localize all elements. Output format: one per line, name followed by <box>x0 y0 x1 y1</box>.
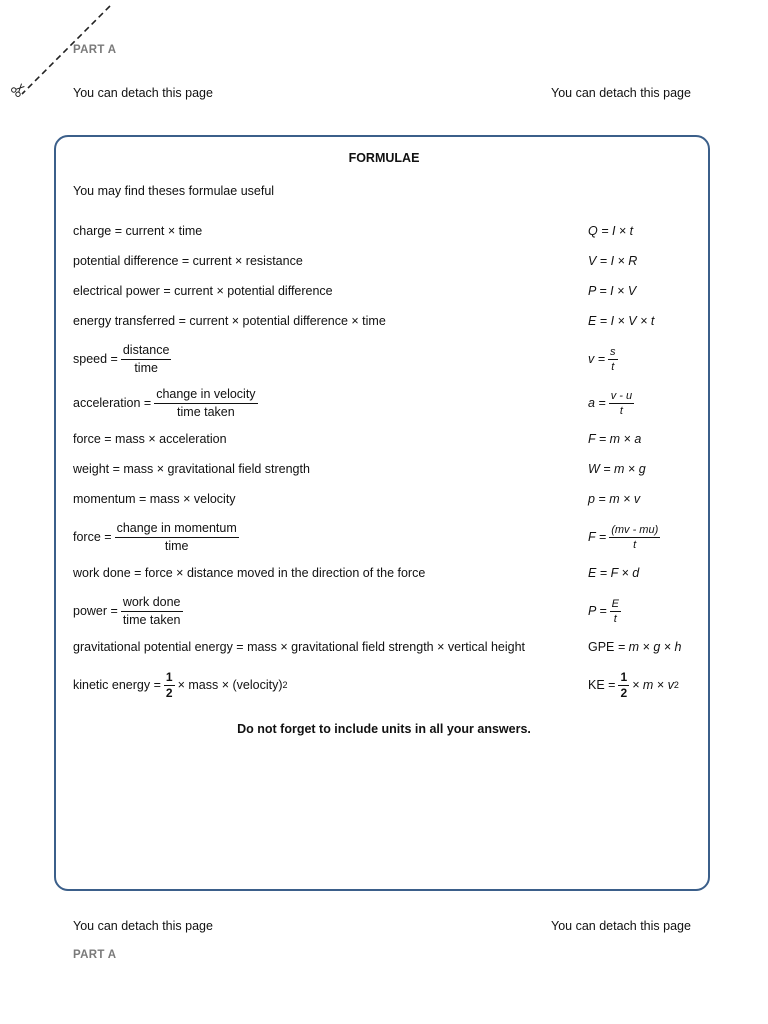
formula-symbols: W = m × g <box>588 462 646 476</box>
formula-symbols <box>588 666 679 704</box>
formula-symbols <box>588 518 663 556</box>
symbol-prefix: a = <box>588 396 606 410</box>
formula-symbols: E = F × d <box>588 566 640 580</box>
part-label-top: PART A <box>73 44 117 56</box>
formula-symbols: F = m × a <box>588 432 642 446</box>
formula-words: work done = force × distance moved in the direction of the force <box>73 566 426 580</box>
formula-words: gravitational potential energy = mass × gravitational field strength × vertical height <box>73 640 525 654</box>
fraction-numerator: 1 <box>165 669 173 684</box>
scissors-icon <box>11 81 27 97</box>
formula-symbols <box>588 632 681 662</box>
fraction-denominator: time taken <box>122 612 181 627</box>
formula-prefix: power = <box>73 604 118 618</box>
formula-words <box>73 666 288 704</box>
formula-symbols: p = m × v <box>588 492 641 506</box>
detach-note-bottom-left: You can detach this page <box>73 919 213 933</box>
detach-note-top-left: You can detach this page <box>73 86 213 100</box>
formula-row-force <box>73 424 693 454</box>
formula-row-force-momentum <box>73 518 693 556</box>
fraction-denominator: t <box>633 538 637 551</box>
fraction-denominator: t <box>611 360 615 373</box>
formula-row-weight <box>73 454 693 484</box>
formula-symbols: P = I × V <box>588 284 637 298</box>
formula-symbols <box>588 384 637 422</box>
symbol-prefix: P = <box>588 604 607 618</box>
symbol-expression: = m × g × h <box>617 640 682 654</box>
superscript: 2 <box>282 680 288 690</box>
symbol-label: KE = <box>588 678 616 692</box>
formula-row-gpe <box>73 632 693 662</box>
fraction-numerator: work done <box>121 595 183 612</box>
fraction-numerator: E <box>611 597 619 610</box>
symbol-prefix: v = <box>588 352 606 366</box>
formula-symbols <box>588 340 621 378</box>
fraction <box>609 524 660 551</box>
fraction-denominator: t <box>619 404 623 417</box>
fraction-half <box>618 671 629 700</box>
formula-row-momentum <box>73 484 693 514</box>
fraction-numerator: s <box>610 345 616 358</box>
fraction-denominator: time <box>164 538 189 553</box>
formula-words: charge = current × time <box>73 224 203 238</box>
formula-words: momentum = mass × velocity <box>73 492 236 506</box>
fraction-numerator: change in momentum <box>115 521 239 538</box>
fraction-denominator: 2 <box>165 685 173 700</box>
formulae-title: FORMULAE <box>348 151 420 165</box>
fraction-numerator: (mv - mu) <box>611 523 659 536</box>
formula-words <box>73 592 186 630</box>
formula-row-energy-transferred <box>73 306 693 336</box>
fraction <box>608 346 618 373</box>
formula-row-electrical-power <box>73 276 693 306</box>
fraction-denominator: time taken <box>177 404 235 419</box>
formula-prefix: force = <box>73 530 112 544</box>
fraction-half <box>164 671 175 700</box>
formula-row-power <box>73 592 693 630</box>
formula-words <box>73 340 174 378</box>
formula-prefix: acceleration = <box>73 396 152 410</box>
fraction-denominator: time <box>134 360 158 375</box>
formula-words: force = mass × acceleration <box>73 432 227 446</box>
units-reminder: Do not forget to include units in all your answers. <box>237 722 531 736</box>
formula-row-acceleration <box>73 384 693 422</box>
formula-words <box>73 518 242 556</box>
formula-words: electrical power = current × potential difference <box>73 284 333 298</box>
detach-note-top-right: You can detach this page <box>551 86 691 100</box>
formula-symbols: E = I × V × t <box>588 314 655 328</box>
part-label-bottom: PART A <box>73 949 117 961</box>
formula-row-potential-difference <box>73 246 693 276</box>
formula-row-charge <box>73 216 693 246</box>
formula-symbols: V = I × R <box>588 254 638 268</box>
fraction-numerator: 1 <box>620 669 628 684</box>
fraction-numerator: change in velocity <box>154 387 257 404</box>
fraction-numerator: v - u <box>610 389 633 402</box>
fraction <box>154 387 257 420</box>
formula-prefix: kinetic energy = <box>73 678 161 692</box>
fraction-numerator: distance <box>121 343 172 360</box>
formula-prefix: speed = <box>73 352 118 366</box>
formula-row-kinetic-energy <box>73 666 693 704</box>
fraction <box>121 343 172 376</box>
fraction <box>609 390 634 417</box>
formula-row-speed <box>73 340 693 378</box>
symbol-label: GPE <box>588 640 615 654</box>
fraction-denominator: t <box>613 612 617 625</box>
fraction <box>115 521 239 554</box>
fraction <box>610 598 621 625</box>
fraction-denominator: 2 <box>620 685 628 700</box>
formula-symbols: Q = I × t <box>588 224 634 238</box>
formula-words: energy transferred = current × potential difference × time <box>73 314 386 328</box>
formula-suffix: × mass × (velocity) <box>177 678 283 692</box>
superscript: 2 <box>673 680 679 690</box>
formula-words <box>73 384 261 422</box>
symbol-expression: × m × v <box>632 678 674 692</box>
detach-note-bottom-right: You can detach this page <box>551 919 691 933</box>
formula-words: potential difference = current × resistance <box>73 254 303 268</box>
symbol-prefix: F = <box>588 530 607 544</box>
formulae-intro: You may find theses formulae useful <box>73 184 275 198</box>
formula-words: weight = mass × gravitational field strength <box>73 462 310 476</box>
formula-row-work-done <box>73 558 693 588</box>
formula-symbols <box>588 592 624 630</box>
fraction <box>121 595 183 628</box>
